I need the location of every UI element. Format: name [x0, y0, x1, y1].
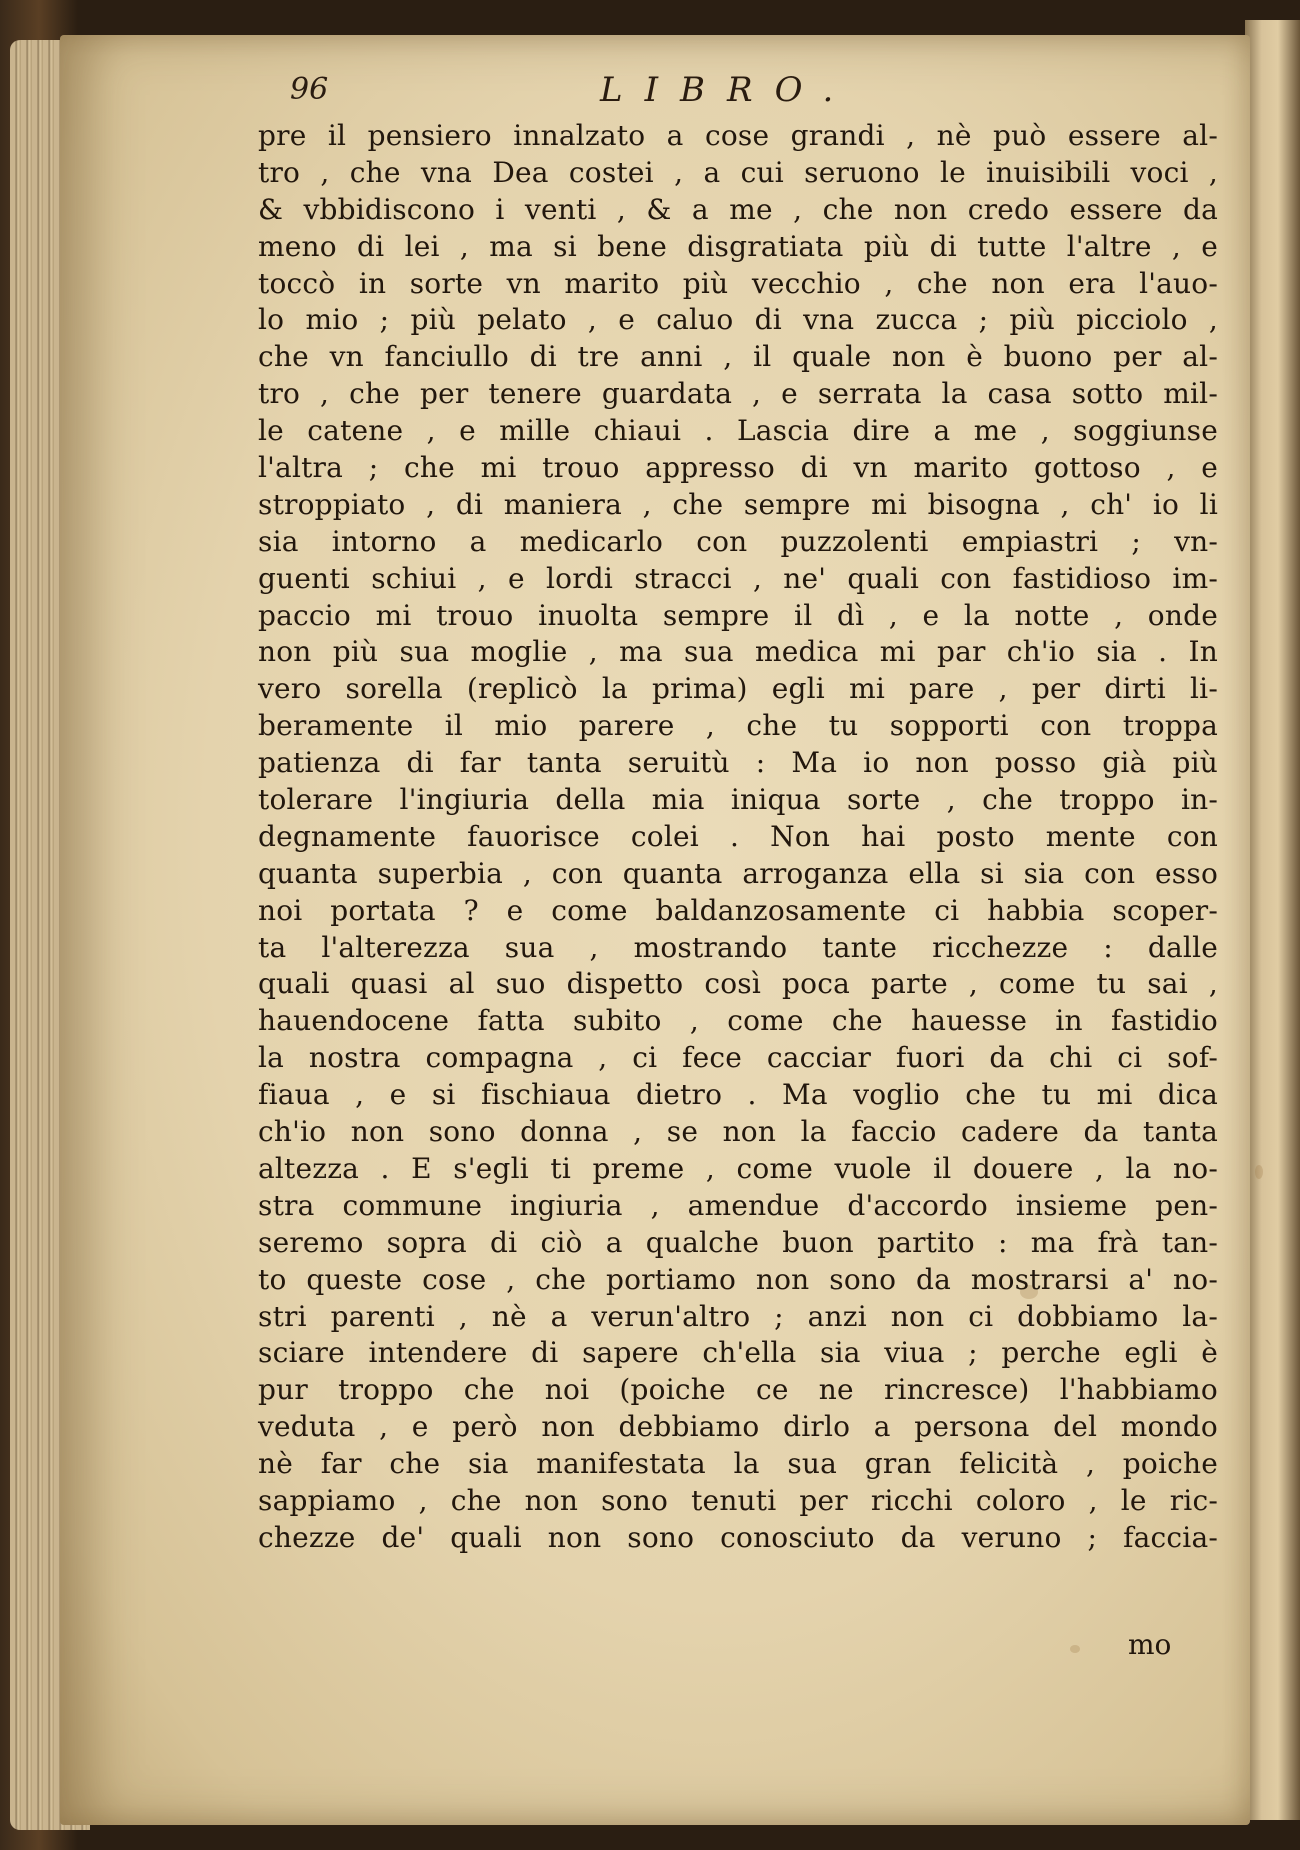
- text-line: veduta , e però non debbiamo dirlo a persona del mondo: [258, 1410, 1218, 1444]
- text-line: meno di lei , ma si bene disgratiata più di tutte l'altre , e: [258, 229, 1218, 263]
- text-line: beramente il mio parere , che tu sopporti con troppa: [258, 709, 1218, 743]
- text-line: altezza . E s'egli ti preme , come vuole il douere , la no-: [258, 1151, 1218, 1185]
- text-line: sappiamo , che non sono tenuti per ricchi coloro , le ric-: [258, 1483, 1218, 1517]
- text-line: tro , che per tenere guardata , e serrata la casa sotto mil-: [258, 377, 1218, 411]
- text-line: patienza di far tanta seruitù : Ma io non posso già più: [258, 746, 1218, 780]
- text-line: ta l'alterezza sua , mostrando tante ricchezze : dalle: [258, 930, 1218, 964]
- page-header: [290, 72, 1250, 122]
- text-line: la nostra compagna , ci fece cacciar fuori da chi ci sof-: [258, 1041, 1218, 1075]
- text-line: fiaua , e si fischiaua dietro . Ma voglio che tu mi dica: [258, 1078, 1218, 1112]
- text-line: ch'io non sono donna , se non la faccio cadere da tanta: [258, 1115, 1218, 1149]
- text-line: & vbbidiscono i venti , & a me , che non credo essere da: [258, 192, 1218, 226]
- text-line: paccio mi trouo inuolta sempre il dì , e la notte , onde: [258, 598, 1218, 632]
- text-line: l'altra ; che mi trouo appresso di vn marito gottoso , e: [258, 451, 1218, 485]
- text-line: stra commune ingiuria , amendue d'accordo insieme pen-: [258, 1188, 1218, 1222]
- text-line: quali quasi al suo dispetto così poca parte , come tu sai ,: [258, 967, 1218, 1001]
- foxing-spot: [1070, 1645, 1080, 1653]
- text-line: stri parenti , nè a verun'altro ; anzi non ci dobbiamo la-: [258, 1299, 1218, 1333]
- text-line: nè far che sia manifestata la sua gran felicità , poiche: [258, 1447, 1218, 1481]
- text-line: stroppiato , di maniera , che sempre mi bisogna , ch' io li: [258, 487, 1218, 521]
- text-line: seremo sopra di ciò a qualche buon partito : ma frà tan-: [258, 1225, 1218, 1259]
- text-line: quanta superbia , con quanta arroganza ella si sia con esso: [258, 856, 1218, 890]
- text-line: sciare intendere di sapere ch'ella sia viua ; perche egli è: [258, 1336, 1218, 1370]
- text-line: degnamente fauorisce colei . Non hai posto mente con: [258, 819, 1218, 853]
- text-line: to queste cose , che portiamo non sono da mostrarsi a' no-: [258, 1262, 1218, 1296]
- text-line: vero sorella (replicò la prima) egli mi pare , per dirti li-: [258, 672, 1218, 706]
- text-line: hauendocene fatta subito , come che hauesse in fastidio: [258, 1004, 1218, 1038]
- text-line: pur troppo che noi (poiche ce ne rincresce) l'habbiamo: [258, 1373, 1218, 1407]
- text-line: che vn fanciullo di tre anni , il quale non è buono per al-: [258, 340, 1218, 374]
- text-line: sia intorno a medicarlo con puzzolenti empiastri ; vn-: [258, 524, 1218, 558]
- text-line: toccò in sorte vn marito più vecchio , che non era l'auo-: [258, 266, 1218, 300]
- text-line: noi portata ? e come baldanzosamente ci habbia scoper-: [258, 893, 1218, 927]
- page-number: 96: [290, 72, 329, 107]
- text-line: lo mio ; più pelato , e caluo di vna zucca ; più picciolo ,: [258, 303, 1218, 337]
- text-line: tolerare l'ingiuria della mia iniqua sorte , che troppo in-: [258, 783, 1218, 817]
- text-line: chezze de' quali non sono conosciuto da veruno ; faccia-: [258, 1520, 1218, 1554]
- text-line: non più sua moglie , ma sua medica mi par ch'io sia . In: [258, 635, 1218, 669]
- text-line: le catene , e mille chiaui . Lascia dire a me , soggiunse: [258, 414, 1218, 448]
- text-line: pre il pensiero innalzato a cose grandi , nè può essere al-: [258, 119, 1218, 152]
- body-text: [258, 118, 1218, 1557]
- facing-page-edge: [1245, 20, 1300, 1820]
- foxing-spot: [1255, 1165, 1263, 1179]
- catchword: mo: [1128, 1628, 1172, 1661]
- text-line: tro , che vna Dea costei , a cui seruono le inuisibili voci ,: [258, 155, 1218, 189]
- running-title: LIBRO.: [600, 70, 856, 110]
- text-line: guenti schiui , e lordi stracci , ne' quali con fastidioso im-: [258, 561, 1218, 595]
